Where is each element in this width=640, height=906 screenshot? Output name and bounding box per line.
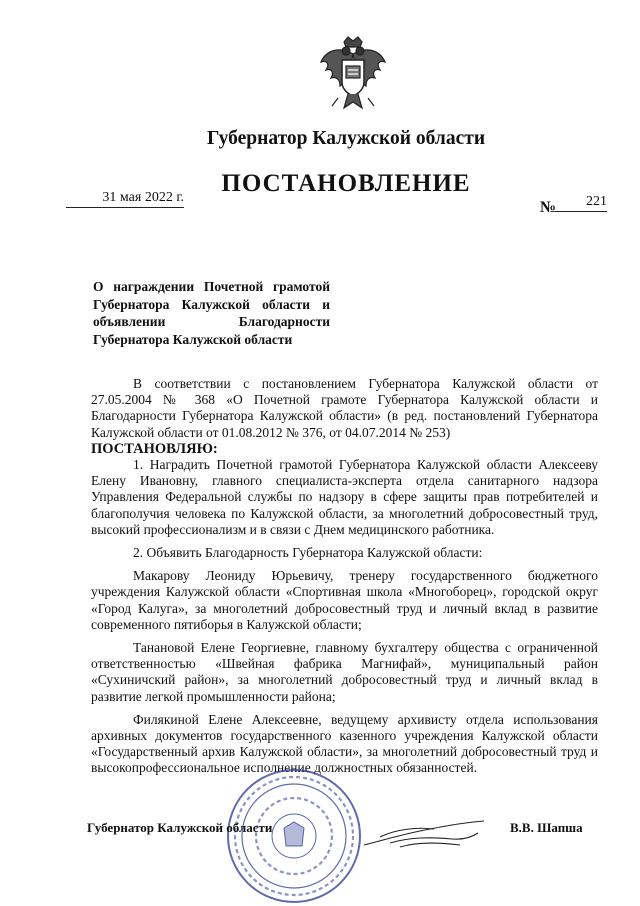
resolve-heading: ПОСТАНОВЛЯЮ: xyxy=(91,440,218,457)
document-number: 221 xyxy=(555,194,607,212)
signatory-name: В.В. Шапша xyxy=(510,820,583,835)
recipient-3-paragraph: Филякиной Елене Алексеевне, ведущему архивисту отдела использования архивных документов государственного казенного учреждения Калужской области «Государственный архив Калужской области», за многолетний добросовестный труд и высокопрофессиональное исполнение должностных обязанностей. xyxy=(91,711,598,776)
recipient-1-paragraph: Макарову Леониду Юрьевичу, тренеру государственного бюджетного учреждения Калужской области «Спортивная школа «Многоборец», городской округ «Город Калуга», за многолетний добросовестный труд и личный вклад в развитие современного пятиборья в Калужской области; xyxy=(91,568,598,632)
number-label: № xyxy=(540,199,557,216)
document-date: 31 мая 2022 г. xyxy=(66,190,184,208)
document-subject: О награждении Почетной грамотой Губернатора Калужской области и объявлении Благодарности Губернатора Калужской области xyxy=(93,279,330,347)
official-seal-stamp xyxy=(224,766,364,906)
item-1-paragraph: 1. Наградить Почетной грамотой Губернатора Калужской области Алексееву Елену Ивановну, главного специалиста-эксперта отдела санитарного надзора Управления Федеральной службы по надзору в сфере защиты прав потребителей и благополучия человека по Калужской области, за многолетний добросовестный труд, высокий профессионализм и в связи с Днем медицинского работника. xyxy=(91,457,598,537)
item-2-paragraph: 2. Объявить Благодарность Губернатора Калужской области: xyxy=(133,545,483,561)
coat-of-arms-emblem xyxy=(318,36,388,118)
issuing-authority: Губернатор Калужской области xyxy=(206,128,486,149)
document-type-title: ПОСТАНОВЛЕНИЕ xyxy=(221,170,471,197)
recipient-2-paragraph: Танановой Елене Георгиевне, главному бухгалтеру общества с ограниченной ответственностью «Швейная фабрика Магнифай», муниципальный район «Сухиничский район», за многолетний добросовестный труд и личный вклад в развитие легкой промышленности района; xyxy=(91,640,598,704)
handwritten-signature xyxy=(360,815,490,855)
document-body xyxy=(91,376,598,777)
preamble-paragraph: В соответствии с постановлением Губернатора Калужской области от 27.05.2004 № 368 «О Почетной грамоте Губернатора Калужской области и Благодарности Губернатора Калужской области» (в ред. постановлений Губернатора Калужской области от 01.08.2012 № 376, от 04.07.2014 № 253) xyxy=(91,376,598,440)
signatory-position: Губернатор Калужской области xyxy=(87,820,273,835)
